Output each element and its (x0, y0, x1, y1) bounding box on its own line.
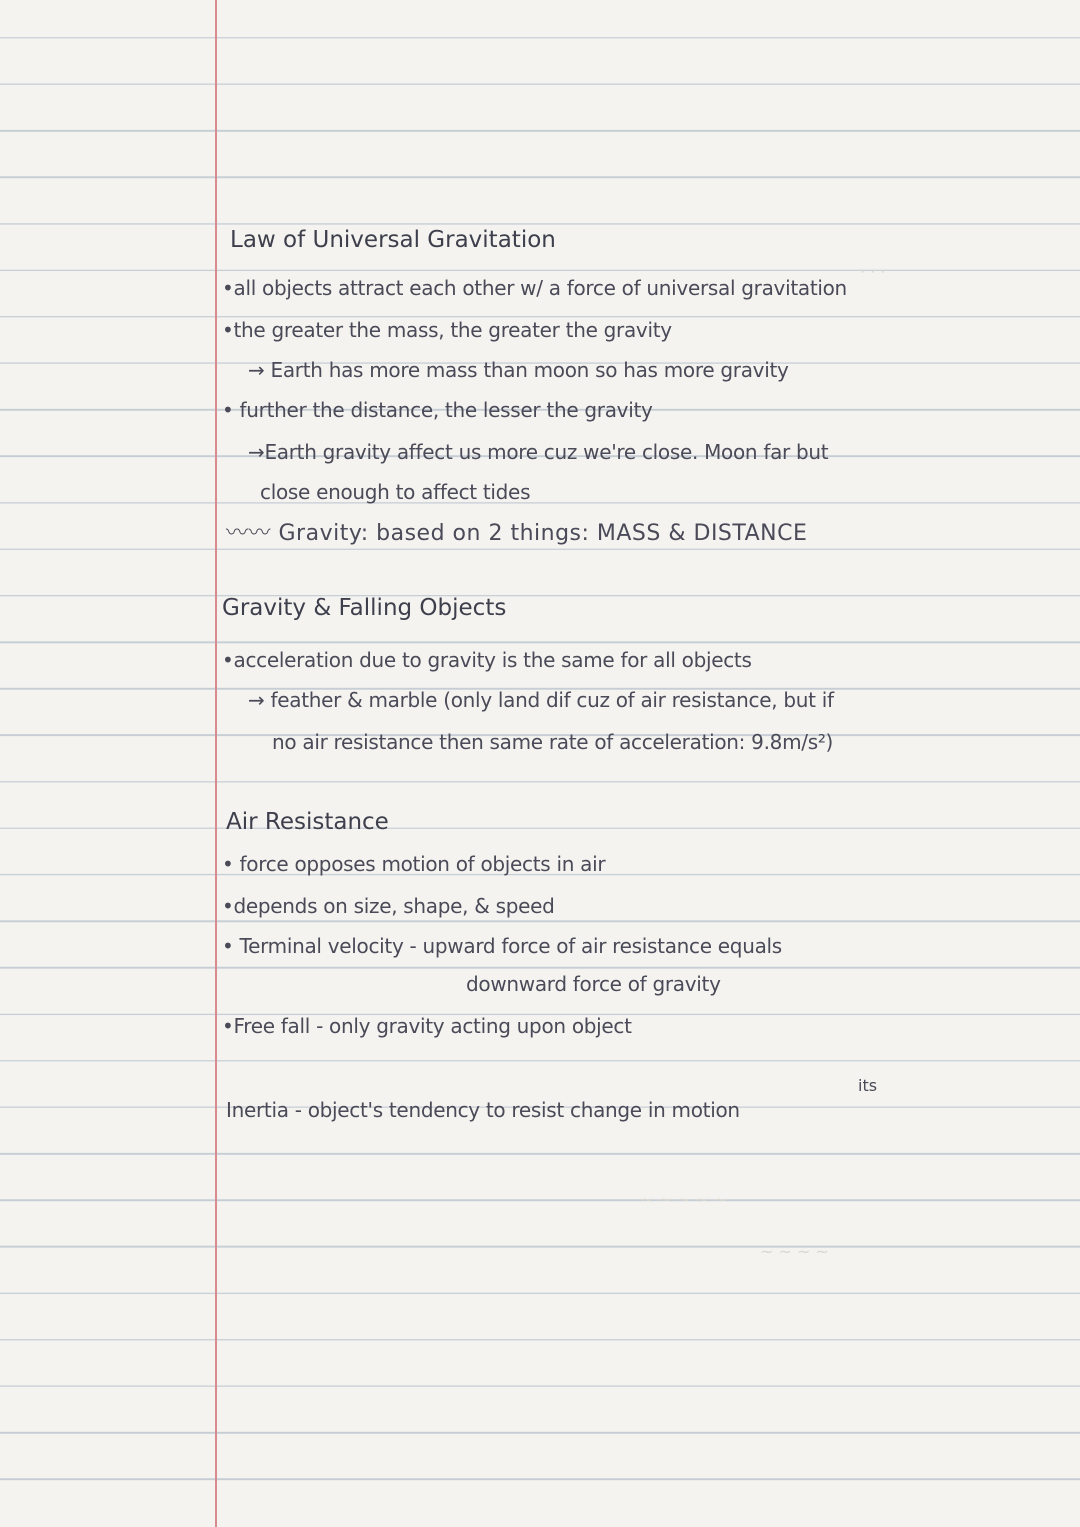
note-line: →Earth gravity affect us more cuz we're close. Moon far but (248, 440, 829, 464)
note-line: downward force of gravity (466, 972, 721, 996)
inserted-word: its (858, 1076, 878, 1095)
note-line: close enough to affect tides (260, 480, 531, 504)
note-line: Inertia - object's tendency to resist change in motion (226, 1098, 740, 1122)
margin-line (215, 0, 217, 1527)
section-heading-air-resistance: Air Resistance (226, 809, 389, 835)
note-line: •all objects attract each other w/ a force of universal gravitation (222, 276, 847, 300)
note-line: •acceleration due to gravity is the same for all objects (222, 648, 752, 672)
note-line: no air resistance then same rate of acceleration: 9.8m/s²) (272, 730, 834, 754)
note-line: • force opposes motion of objects in air (222, 852, 606, 876)
note-line: → Earth has more mass than moon so has more gravity (248, 358, 789, 382)
note-line: • further the distance, the lesser the gravity (222, 398, 653, 422)
note-line: •Free fall - only gravity acting upon object (222, 1014, 632, 1038)
section-heading-universal-gravitation: Law of Universal Gravitation (230, 227, 556, 253)
bleed-through-mark: ~ ~ ~ ~ ~ (640, 1190, 728, 1209)
gravity-summary-line: 〰〰 Gravity: based on 2 things: MASS & DISTANCE (226, 521, 808, 546)
section-heading-falling-objects: Gravity & Falling Objects (222, 595, 507, 621)
bleed-through-mark: · · · (860, 262, 886, 281)
bleed-through-mark: ~ ~ ~ ~ (760, 1242, 829, 1261)
note-line: • Terminal velocity - upward force of air resistance equals (222, 934, 782, 958)
note-line: •depends on size, shape, & speed (222, 894, 555, 918)
note-line: → feather & marble (only land dif cuz of air resistance, but if (248, 688, 834, 712)
note-line: •the greater the mass, the greater the gravity (222, 318, 672, 342)
